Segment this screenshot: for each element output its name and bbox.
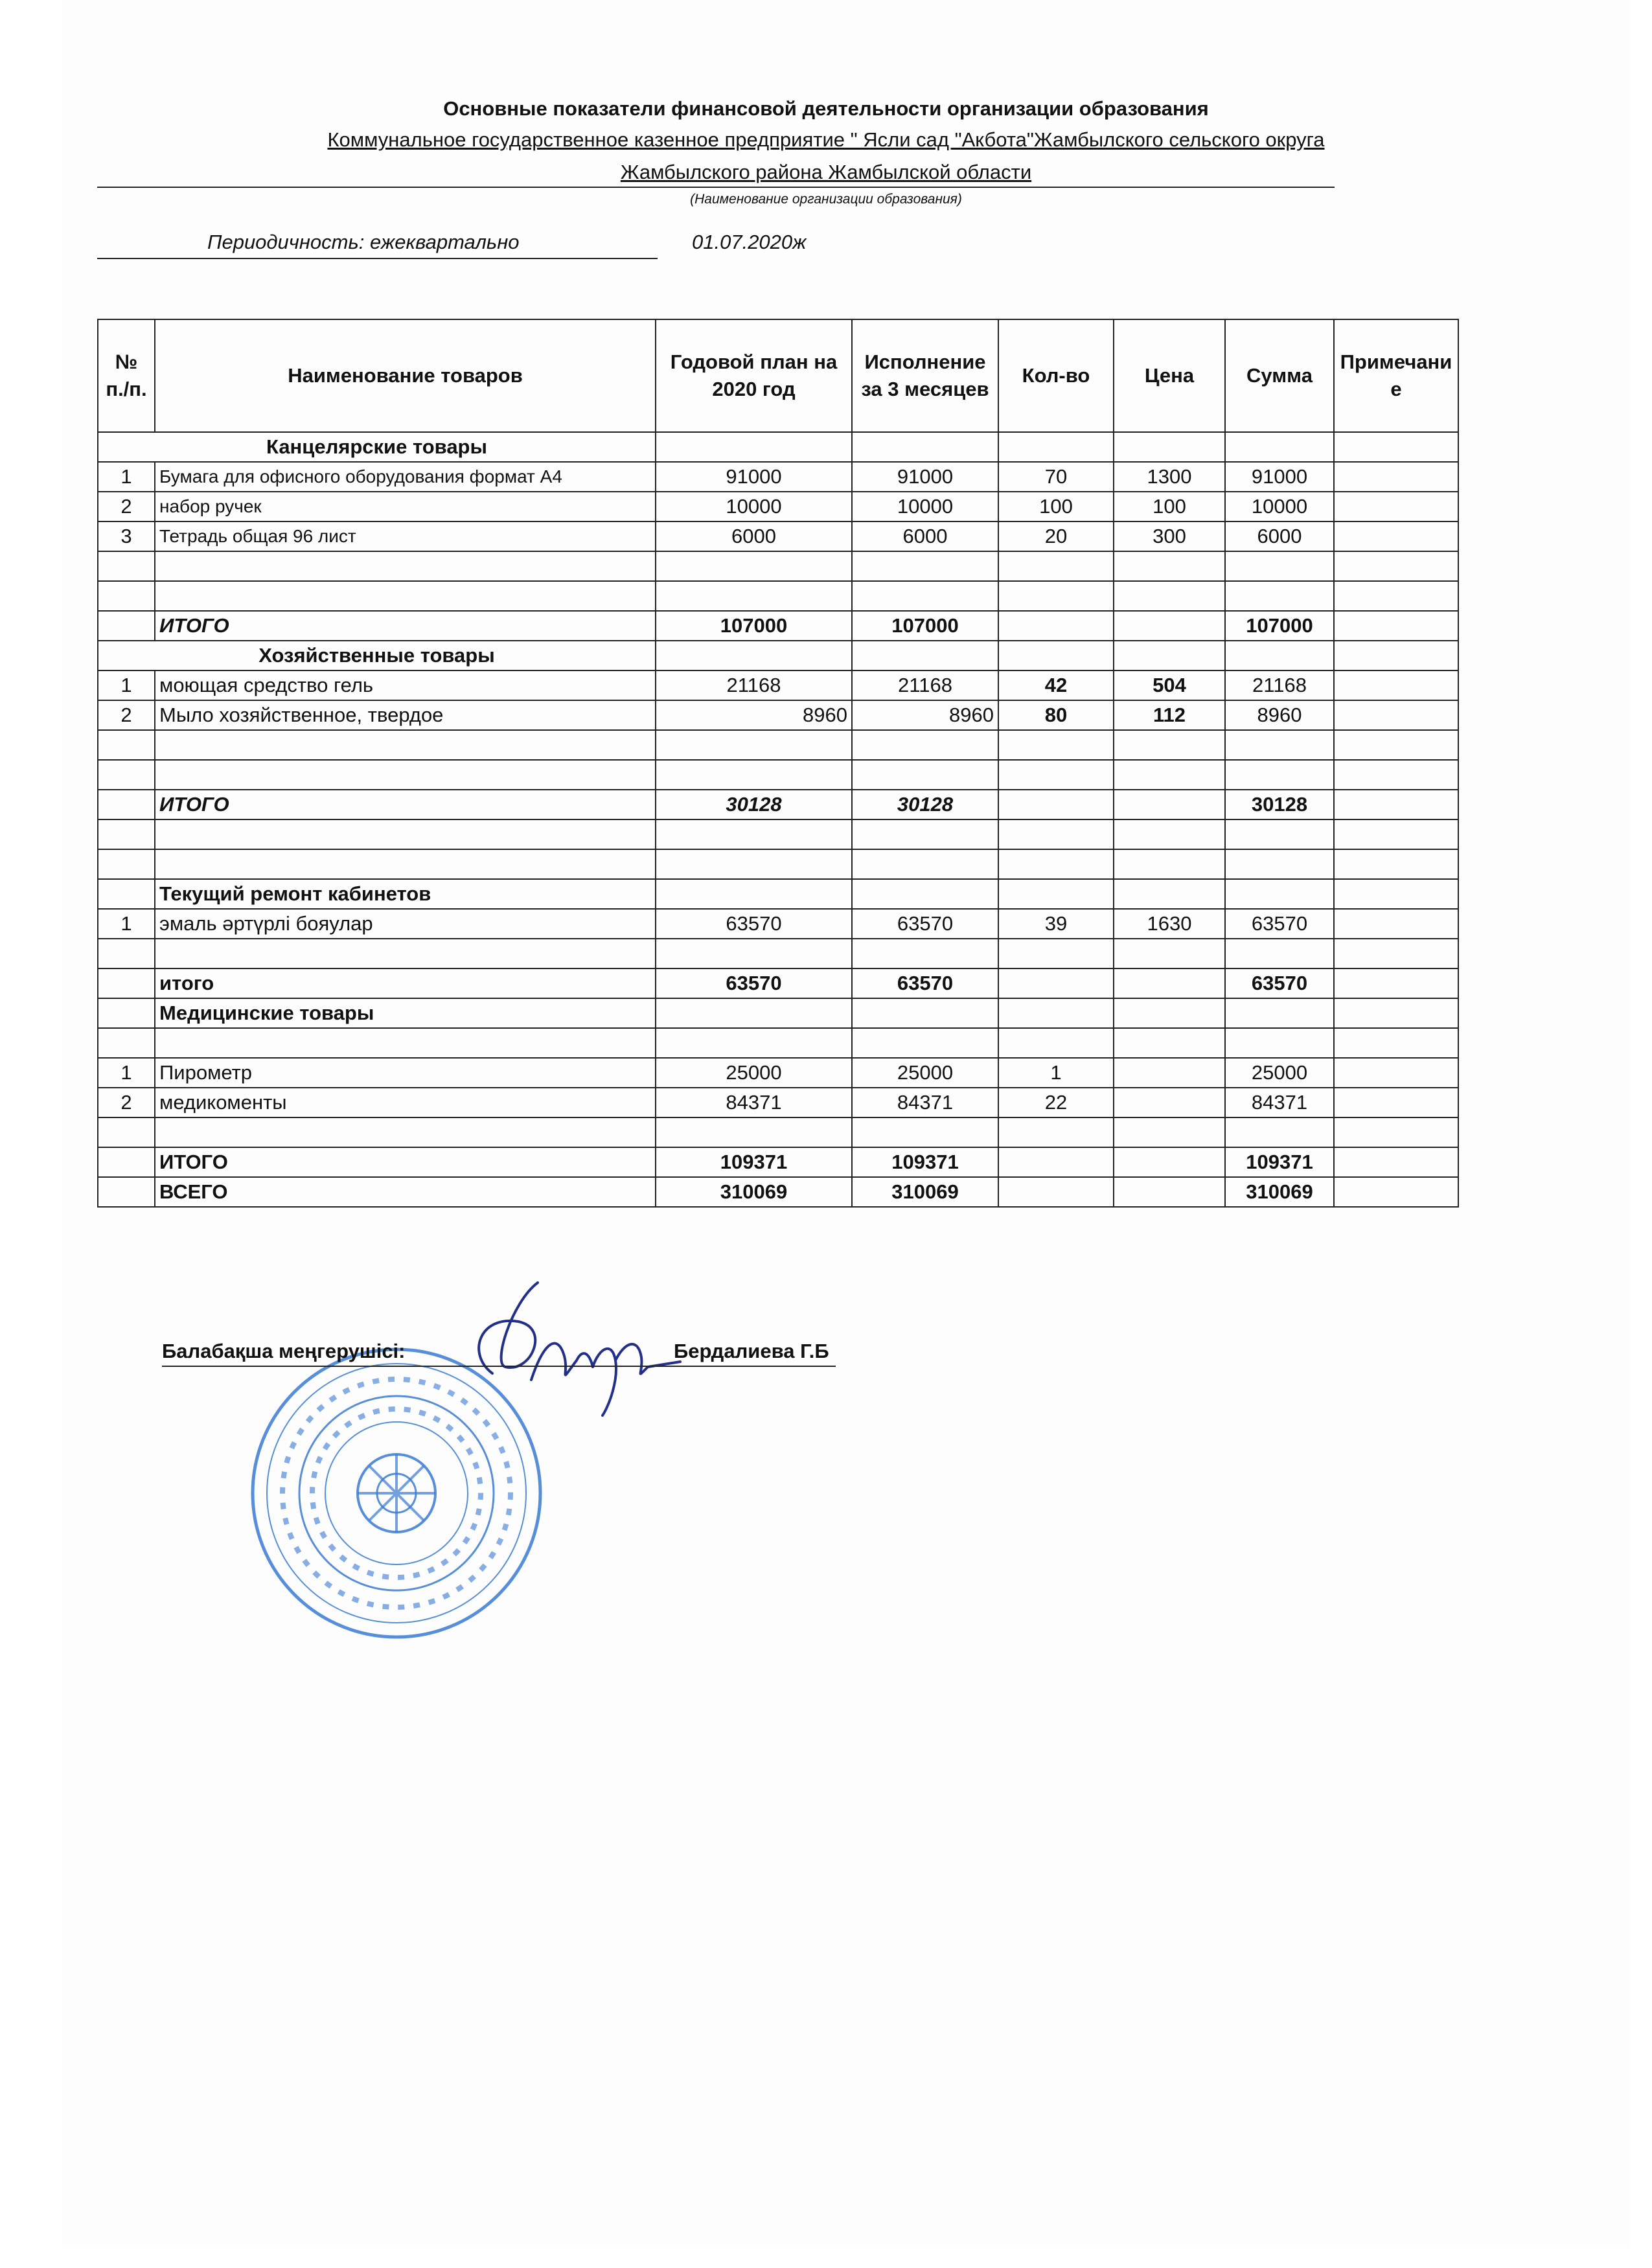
total-sum: 109371 (1225, 1147, 1334, 1177)
cell-note (1334, 492, 1458, 521)
document-title: Основные показатели финансовой деятельности организации образования (443, 97, 1209, 120)
cell-qty: 1 (998, 1058, 1114, 1088)
table-row (98, 1058, 1458, 1088)
empty-row (98, 581, 1458, 611)
table-row (98, 462, 1458, 492)
table-row (98, 1088, 1458, 1117)
cell-plan: 63570 (656, 909, 852, 939)
cell-plan: 91000 (656, 462, 852, 492)
cell-exec: 25000 (852, 1058, 998, 1088)
cell-note (1334, 909, 1458, 939)
cell-plan: 8960 (656, 700, 852, 730)
total-label: ИТОГО (155, 1147, 656, 1177)
organization-caption: (Наименование организации образования) (690, 192, 962, 207)
total-row (98, 790, 1458, 819)
cell-sum: 8960 (1225, 700, 1334, 730)
cell-sum: 84371 (1225, 1088, 1334, 1117)
cell-name: Бумага для офисного оборудования формат А4 (155, 462, 656, 492)
col-header-plan: Годовой план на 2020 год (656, 319, 852, 432)
total-exec: 107000 (852, 611, 998, 641)
cell-sum: 25000 (1225, 1058, 1334, 1088)
cell-num: 1 (98, 909, 155, 939)
table-row (98, 670, 1458, 700)
section-row (98, 879, 1458, 909)
total-plan: 63570 (656, 968, 852, 998)
cell-price: 1300 (1114, 462, 1225, 492)
col-header-qty: Кол-во (998, 319, 1114, 432)
report-date: 01.07.2020ж (692, 231, 807, 253)
grand-total-label: ВСЕГО (155, 1177, 656, 1207)
grand-total-exec: 310069 (852, 1177, 998, 1207)
total-label: ИТОГО (155, 790, 656, 819)
total-sum: 107000 (1225, 611, 1334, 641)
cell-num: 1 (98, 1058, 155, 1088)
cell-plan: 21168 (656, 670, 852, 700)
organization-name-line2: Жамбылского района Жамбылской области (620, 161, 1032, 183)
cell-qty: 100 (998, 492, 1114, 521)
cell-note (1334, 462, 1458, 492)
cell-num: 3 (98, 521, 155, 551)
cell-price (1114, 1058, 1225, 1088)
cell-plan: 6000 (656, 521, 852, 551)
cell-price: 300 (1114, 521, 1225, 551)
cell-name: Тетрадь общая 96 лист (155, 521, 656, 551)
cell-note (1334, 1088, 1458, 1117)
grand-total-row (98, 1177, 1458, 1207)
cell-name: медикоменты (155, 1088, 656, 1117)
empty-row (98, 819, 1458, 849)
periodicity-underline (97, 258, 658, 259)
cell-note (1334, 1058, 1458, 1088)
total-plan: 30128 (656, 790, 852, 819)
signatory-name: Бердалиева Г.Б (674, 1340, 829, 1362)
col-header-sum: Сумма (1225, 319, 1334, 432)
col-header-price: Цена (1114, 319, 1225, 432)
section-title: Медицинские товары (155, 998, 656, 1028)
table-header-row (98, 319, 1458, 432)
cell-plan: 25000 (656, 1058, 852, 1088)
cell-price: 1630 (1114, 909, 1225, 939)
empty-row (98, 551, 1458, 581)
total-sum: 30128 (1225, 790, 1334, 819)
total-label: итого (155, 968, 656, 998)
cell-qty: 70 (998, 462, 1114, 492)
col-header-name: Наименование товаров (155, 319, 656, 432)
total-label: ИТОГО (155, 611, 656, 641)
total-plan: 109371 (656, 1147, 852, 1177)
total-row (98, 1147, 1458, 1177)
empty-row (98, 1117, 1458, 1147)
col-header-num: № п./п. (98, 319, 155, 432)
table-row (98, 909, 1458, 939)
empty-row (98, 760, 1458, 790)
table-row (98, 492, 1458, 521)
cell-price: 504 (1114, 670, 1225, 700)
cell-sum: 21168 (1225, 670, 1334, 700)
cell-note (1334, 670, 1458, 700)
total-exec: 109371 (852, 1147, 998, 1177)
section-row (98, 432, 1458, 462)
total-sum: 63570 (1225, 968, 1334, 998)
cell-exec: 84371 (852, 1088, 998, 1117)
total-row (98, 968, 1458, 998)
cell-exec: 10000 (852, 492, 998, 521)
cell-num: 1 (98, 462, 155, 492)
cell-sum: 10000 (1225, 492, 1334, 521)
empty-row (98, 1028, 1458, 1058)
signature-label: Балабақша меңгерушісі: (162, 1340, 406, 1362)
cell-exec: 63570 (852, 909, 998, 939)
cell-note (1334, 521, 1458, 551)
empty-row (98, 939, 1458, 968)
cell-name: моющая средство гель (155, 670, 656, 700)
cell-name: Пирометр (155, 1058, 656, 1088)
col-header-note: Примечание (1334, 319, 1458, 432)
cell-sum: 6000 (1225, 521, 1334, 551)
cell-qty: 80 (998, 700, 1114, 730)
cell-name: набор ручек (155, 492, 656, 521)
cell-qty: 39 (998, 909, 1114, 939)
organization-name-line1: Коммунальное государственное казенное предприятие " Ясли сад "Акбота"Жамбылского сельского округа (327, 128, 1325, 151)
cell-plan: 10000 (656, 492, 852, 521)
cell-num: 1 (98, 670, 155, 700)
section-title: Хозяйственные товары (98, 641, 656, 670)
cell-price (1114, 1088, 1225, 1117)
cell-num: 2 (98, 492, 155, 521)
indicators-table (97, 319, 1459, 1208)
cell-name: Мыло хозяйственное, твердое (155, 700, 656, 730)
col-header-exec: Исполнение за 3 месяцев (852, 319, 998, 432)
total-row (98, 611, 1458, 641)
table-row (98, 521, 1458, 551)
section-row (98, 998, 1458, 1028)
signature-line (162, 1366, 836, 1367)
cell-qty: 20 (998, 521, 1114, 551)
cell-plan: 84371 (656, 1088, 852, 1117)
cell-exec: 91000 (852, 462, 998, 492)
cell-exec: 6000 (852, 521, 998, 551)
handwritten-signature (453, 1276, 687, 1432)
cell-qty: 22 (998, 1088, 1114, 1117)
total-exec: 63570 (852, 968, 998, 998)
section-title: Канцелярские товары (98, 432, 656, 462)
section-row (98, 641, 1458, 670)
grand-total-sum: 310069 (1225, 1177, 1334, 1207)
grand-total-plan: 310069 (656, 1177, 852, 1207)
organization-underline (97, 187, 1335, 188)
cell-exec: 21168 (852, 670, 998, 700)
cell-qty: 42 (998, 670, 1114, 700)
cell-sum: 91000 (1225, 462, 1334, 492)
cell-name: эмаль әртүрлі бояулар (155, 909, 656, 939)
cell-price: 100 (1114, 492, 1225, 521)
cell-exec: 8960 (852, 700, 998, 730)
cell-note (1334, 700, 1458, 730)
cell-sum: 63570 (1225, 909, 1334, 939)
empty-row (98, 849, 1458, 879)
cell-price: 112 (1114, 700, 1225, 730)
cell-num: 2 (98, 1088, 155, 1117)
table-row (98, 700, 1458, 730)
total-exec: 30128 (852, 790, 998, 819)
periodicity-label: Периодичность: ежеквартально (207, 231, 520, 253)
section-title: Текущий ремонт кабинетов (155, 879, 656, 909)
empty-row (98, 730, 1458, 760)
cell-num: 2 (98, 700, 155, 730)
total-plan: 107000 (656, 611, 852, 641)
